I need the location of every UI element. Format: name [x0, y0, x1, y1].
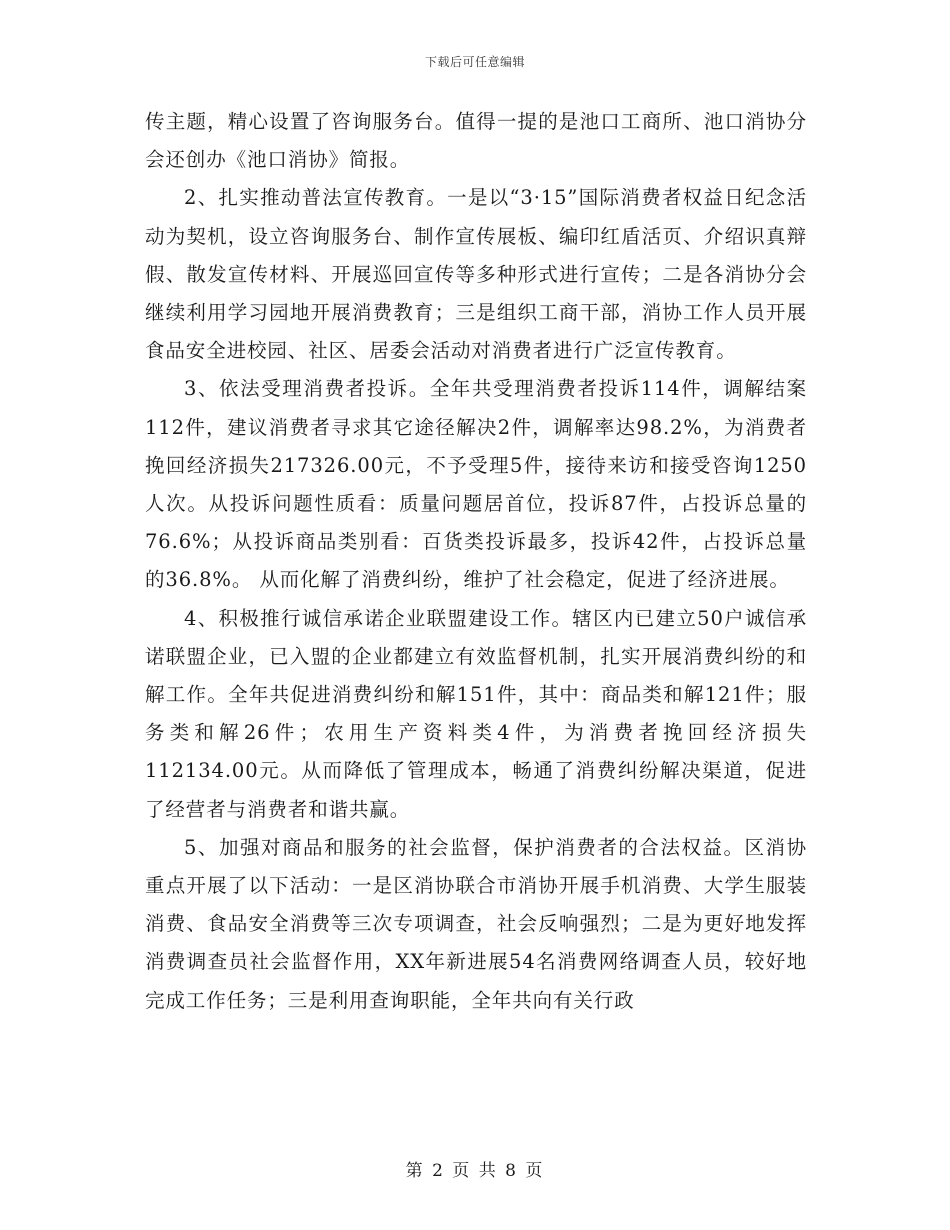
document-body	[145, 103, 807, 1020]
paragraph-1: 传主题，精心设置了咨询服务台。值得一提的是池口工商所、池口消协分会还创办《池口消协》简报。	[145, 110, 807, 172]
page-header: 下载后可任意编辑	[424, 55, 525, 69]
paragraph-2: 2、扎实推动普法宣传教育。一是以“3·15”国际消费者权益日纪念活动为契机，设立咨询服务台、制作宣传展板、编印红盾活页、介绍识真辩假、散发宣传材料、开展巡回宣传等多种形式进行宣传；二是各消协分会继续利用学习园地开展消费教育；三是组织工商干部，消协工作人员开展食品安全进校园、社区、居委会活动对消费者进行广泛宣传教育。	[145, 186, 807, 363]
paragraph-4: 4、积极推行诚信承诺企业联盟建设工作。辖区内已建立50户诚信承诺联盟企业，已入盟的企业都建立有效监督机制，扎实开展消费纠纷的和解工作。全年共促进消费纠纷和解151件，其中：商品类和解121件；服务类和解26件；农用生产资料类4件，为消费者挽回经济损失112134.00元。从而降低了管理成本，畅通了消费纠纷解决渠道，促进了经营者与消费者和谐共赢。	[145, 606, 807, 821]
paragraph-5: 5、加强对商品和服务的社会监督，保护消费者的合法权益。区消协重点开展了以下活动：一是区消协联合市消协开展手机消费、大学生服装消费、食品安全消费等三次专项调查，社会反响强烈；二是为更好地发挥消费调查员社会监督作用，XX年新进展54名消费网络调查人员，较好地完成工作任务；三是利用查询职能，全年共向有关行政	[145, 835, 807, 1012]
paragraph-3: 3、依法受理消费者投诉。全年共受理消费者投诉114件，调解结案112件，建议消费者寻求其它途径解决2件，调解率达98.2%，为消费者挽回经济损失217326.00元，不予受理5件，接待来访和接受咨询1250人次。从投诉问题性质看：质量问题居首位，投诉87件，占投诉总量的76.6%；从投诉商品类别看：百货类投诉最多，投诉42件，占投诉总量的36.8%。 从而化解了消费纠纷，维护了社会稳定，促进了经济进展。	[145, 377, 807, 592]
page-number-footer: 第 2 页 共 8 页	[405, 1161, 545, 1181]
